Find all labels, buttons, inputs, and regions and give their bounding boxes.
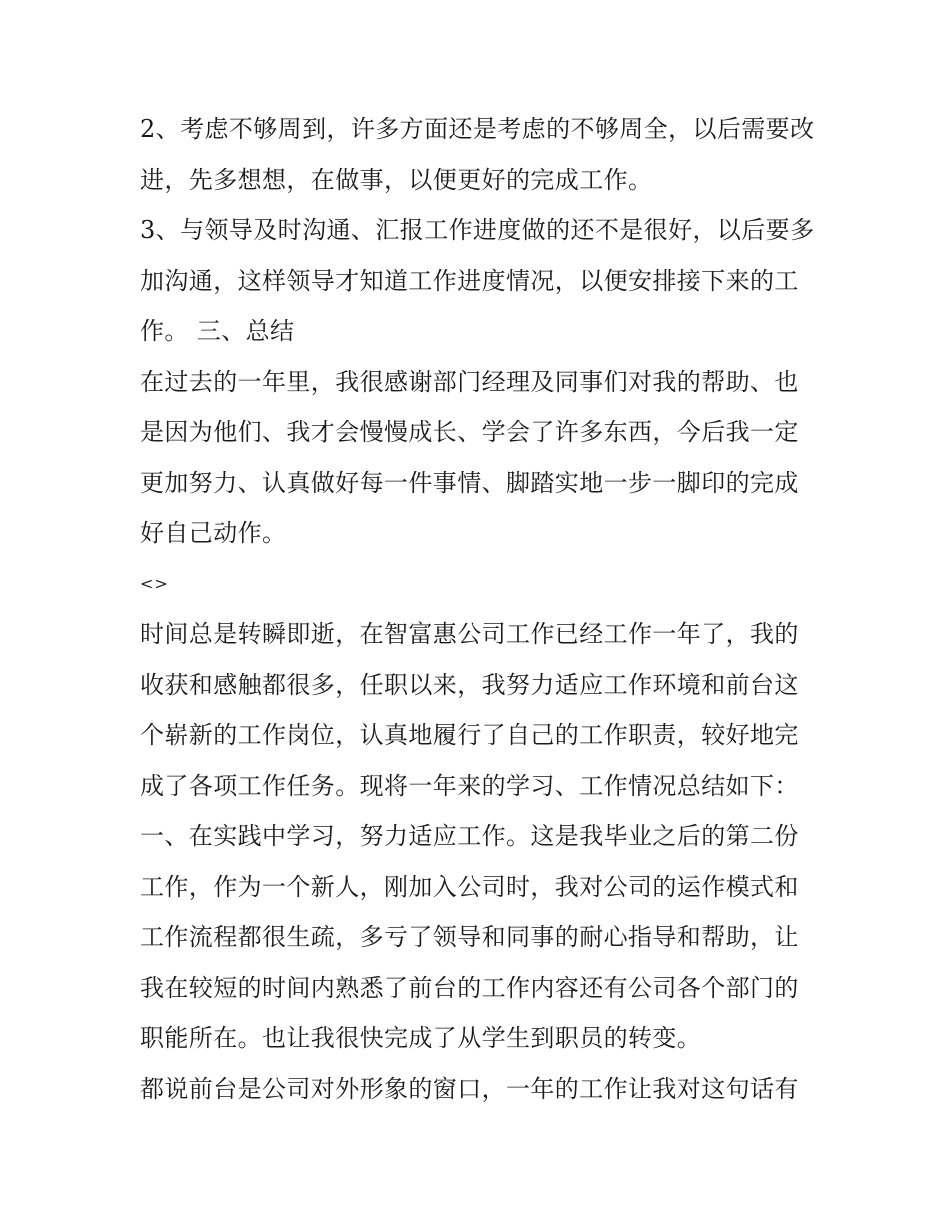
document-body — [140, 104, 820, 1114]
paragraph-intro: 时间总是转瞬即逝，在智富惠公司工作已经工作一年了，我的收获和感触都很多，任职以来，我努力适应工作环境和前台这个崭新的工作岗位，认真地履行了自己的工作职责，较好地完成了各项工作任务。现将一年来的学习、工作情况总结如下： — [140, 620, 799, 800]
separator-marker: <> — [140, 573, 169, 593]
paragraph-front-desk: 都说前台是公司对外形象的窗口，一年的工作让我对这句话有 — [140, 1074, 799, 1103]
paragraph-summary: 在过去的一年里，我很感谢部门经理及同事们对我的帮助、也是因为他们、我才会慢慢成长、学会了许多东西，今后我一定更加努力、认真做好每一件事情、脚踏实地一步一脚印的完成好自己动作。 — [140, 367, 799, 547]
paragraph-improvement-3: 3、与领导及时沟通、汇报工作进度做的还不是很好，以后要多加沟通，这样领导才知道工作进度情况，以便安排接下来的工作。 三、总结 — [140, 216, 815, 345]
paragraph-section-one: 一、在实践中学习，努力适应工作。这是我毕业之后的第二份工作，作为一个新人，刚加入公司时，我对公司的运作模式和工作流程都很生疏，多亏了领导和同事的耐心指导和帮助，让我在较短的时间内熟悉了前台的工作内容还有公司各个部门的职能所在。也让我很快完成了从学生到职员的转变。 — [140, 822, 799, 1052]
paragraph-improvement-2: 2、考虑不够周到，许多方面还是考虑的不够周全，以后需要改进，先多想想，在做事，以便更好的完成工作。 — [140, 115, 815, 194]
